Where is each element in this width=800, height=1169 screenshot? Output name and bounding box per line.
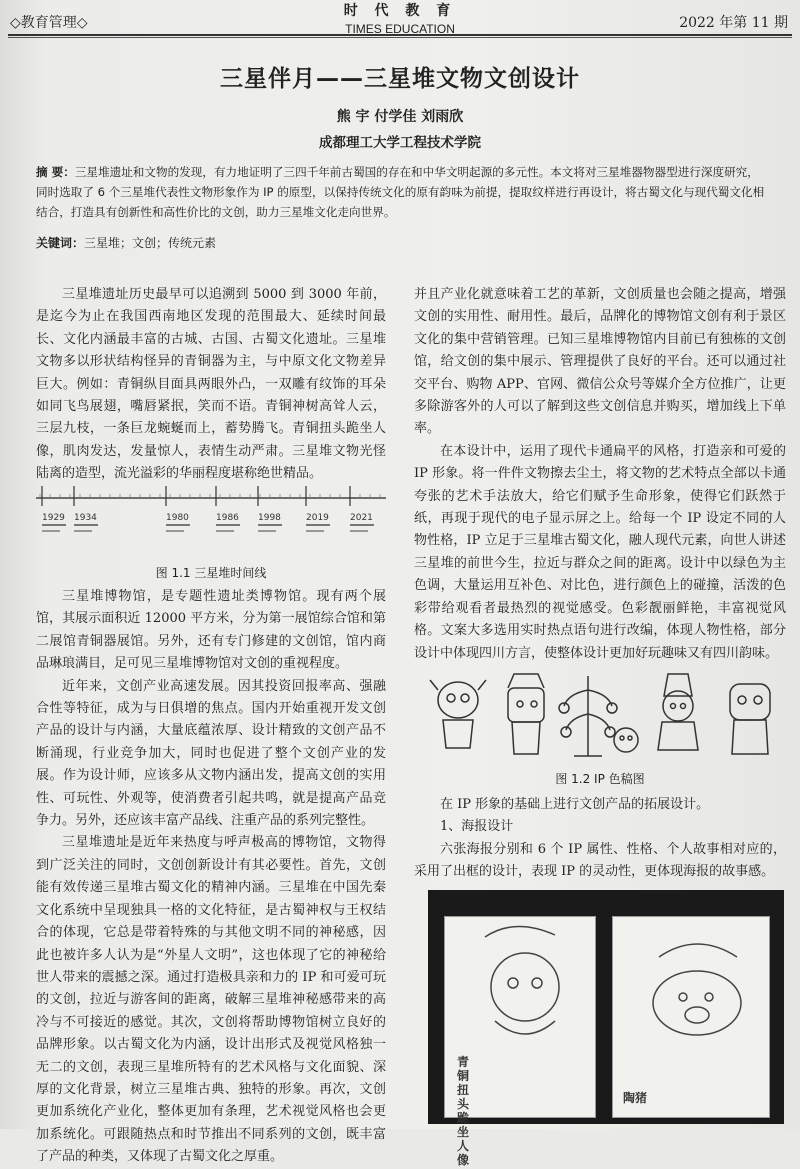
abstract-label: 摘 要： bbox=[36, 165, 75, 179]
timeline-note-line bbox=[216, 524, 240, 526]
paragraph: 在本设计中，运用了现代卡通扁平的风格，打造亲和可爱的 IP 形象。将一件件文物擦去尘土，将文物的艺术特点全部以卡通夸张的艺术手法放大，给它们赋予生命形象，使得它们跃然于纸，再现于现代的电子显示屏之上。给每一个 IP 设定不同的人物性格，IP 立足于三星堆古蜀文化，融人现代元素，向世人讲述三星堆的前世今生，拉近与群众之间的距离。设计中以绿色为主色调，大量运用互补色、对比色，进行颜色上的碰撞，活泼的色彩带给观看者最热烈的视觉感受。色彩靓丽鲜艳，丰富视觉风格。文案大多选用实时热点语句进行改编，体现人物性格，部分设计中体现四川方言，使整体设计更加好玩趣味又有四川韵味。 bbox=[414, 443, 786, 661]
ip-character-1 bbox=[430, 680, 486, 748]
timeline-year-label: 1998 bbox=[258, 513, 281, 523]
timeline-note-line bbox=[74, 530, 92, 532]
timeline-year-label: 1934 bbox=[74, 513, 97, 523]
poster-card-1 bbox=[444, 916, 596, 1167]
journal-name-en: TIMES EDUCATION bbox=[345, 22, 455, 36]
keywords-text: 三星堆；文创；传统元素 bbox=[84, 236, 217, 250]
timeline-note-line bbox=[306, 530, 324, 532]
timeline-ticks bbox=[40, 486, 380, 506]
poster-figure bbox=[428, 890, 784, 1167]
right-column-bottom bbox=[414, 794, 786, 884]
article-affiliation: 成都理工大学工程技术学院 bbox=[319, 135, 481, 151]
timeline-note-line bbox=[258, 530, 276, 532]
journal-name-cn: 时 代 教 育 bbox=[343, 3, 457, 19]
keywords-label: 关键词： bbox=[36, 236, 85, 250]
timeline-note-line bbox=[350, 530, 368, 532]
header-rule bbox=[8, 34, 792, 36]
timeline-year-label: 2019 bbox=[306, 513, 329, 523]
timeline-note-line bbox=[166, 530, 184, 532]
timeline-note-line bbox=[350, 524, 374, 526]
paragraph: 六张海报分别和 6 个 IP 属性、性格、个人故事相对应的，采用了出框的设计，表现 IP 的灵动性，更体现海报的故事感。 bbox=[414, 841, 786, 880]
poster-2-title: 陶猪 bbox=[623, 1091, 648, 1105]
article-title: 三星伴月——三星堆文物文创设计 bbox=[220, 66, 580, 92]
paragraph: 近年来，文创产业高速发展。因其投资回报率高、强融合性等特征，成为与日俱增的焦点。国内开始重视开发文创产品的设计与内涵，大量底蕴浓厚、设计精致的文创产品不断涌现，行业竞争加大，同时也促进了整个文创产业的发展。作为设计师，应该多从文物内涵出发，提高文创的实用性、可玩性、外观等，使消费者引起共鸣，就是提高产品竞争力。另外，还应该丰富产品线、注重产品的系列完整性。 bbox=[36, 678, 386, 829]
section-label: ◇教育管理◇ bbox=[10, 15, 88, 31]
figure1-caption: 图 1.1 三星堆时间线 bbox=[155, 566, 267, 580]
paragraph: 在 IP 形象的基础上进行文创产品的拓展设计。 bbox=[440, 797, 710, 812]
ip-character-2 bbox=[508, 674, 544, 754]
timeline-year-label: 1986 bbox=[216, 513, 239, 523]
ip-character-5 bbox=[658, 674, 698, 750]
ip-color-figure bbox=[428, 670, 790, 766]
paragraph: 三星堆遗址历史最早可以追溯到 5000 到 3000 年前，是迄今为止在我国西南地区发现的范围最大、延续时间最长、文化内涵最丰富的古城、古国、古蜀文化遗址。三星堆文物多以形状结构怪异的青铜器为主，与中原文化文物差异巨大。例如：青铜纵目面具两眼外凸，一双雕有纹饰的耳朵如同飞鸟展翅，嘴唇紧抿，笑而不语。青铜神树高耸人云，三层九枝，一条巨龙蜿蜒而上，蓄势腾飞。青铜扭头跪坐人像，肌肉发达，发量惊人，表情生动严肃。三星堆文物光怪陆离的造型，流光溢彩的华丽程度堪称绝世精品。 bbox=[36, 287, 386, 482]
timeline-year-label: 1980 bbox=[166, 513, 189, 523]
paragraph: 三星堆遗址是近年来热度与呼声极高的博物馆，文物得到广泛关注的同时，文创创新设计有其必要性。首先，文创能有效传递三星堆古蜀文化的精神内涵。三星堆在中国先秦文化系统中呈现独具一格的文化特征，是古蜀神权与王权结合的体现，它总是带着特殊的与其他文明不同的神秘感，因此也被许多人认为是“外星人文明”，这也体现了它的神秘给世人带来的震撼之深。通过打造极具亲和力的 IP 和可爱可玩的文创，拉近与游客间的距离，破解三星堆神秘感带来的高冷与不可接近的感觉。其次，文创将帮助博物馆树立良好的品牌形象。以古蜀文化为内涵，设计出形式及视觉风格独一无二的文创，表现三星堆所特有的艺术风格与文化面貌、深厚的文化背景，树立三星堆古典、独特的形象。再次，文创更加系统化产业化，整体更加有条理，艺术视觉风格也会更加系统化。可跟随热点和时节推出不同系列的文创，既丰富了产品的种类，又体现了古蜀文化之厚重。 bbox=[36, 835, 386, 1165]
timeline-note-line bbox=[306, 524, 330, 526]
ip-character-6 bbox=[730, 684, 770, 754]
ip-character-4 bbox=[614, 728, 638, 752]
abstract bbox=[36, 162, 768, 222]
figure2-caption: 图 1.2 IP 色稿图 bbox=[555, 772, 645, 786]
timeline-year-labels bbox=[42, 513, 374, 532]
timeline-note-line bbox=[42, 524, 66, 526]
journal-header bbox=[300, 0, 500, 36]
ip-character-3-tree bbox=[559, 676, 617, 756]
left-column-top bbox=[36, 284, 386, 486]
poster-card-2 bbox=[612, 916, 770, 1118]
right-column-top bbox=[414, 284, 786, 665]
paragraph: 三星堆博物馆，是专题性遗址类博物馆。现有两个展馆，其展示面积近 12000 平方米，分为第一展馆综合馆和第二展馆青铜器展馆。另外，还有专门修建的文创馆，馆内商品琳琅满目，足可见三星堆博物馆对文创的重视程度。 bbox=[36, 589, 386, 672]
timeline-note-line bbox=[74, 524, 98, 526]
poster-2-illustration bbox=[613, 917, 769, 1117]
issue-label: 2022 年第 11 期 bbox=[679, 15, 788, 31]
timeline-year-label: 1929 bbox=[42, 513, 65, 523]
paragraph: 并且产业化就意味着工艺的革新，文创质量也会随之提高，增强文创的实用性、耐用性。最后，品牌化的博物馆文创有利于景区文化的集中营销管理。已知三星堆博物馆内目前已有独栋的文创馆，给文创的集中展示、管理提供了良好的平台。还可以通过社交平台、购物 APP、官网、微信公众号等媒介全方位推广，让更多除游客外的人可以了解到这些文创信息并购买，增加线上下单率。 bbox=[414, 287, 786, 437]
section-heading: 1、海报设计 bbox=[440, 819, 514, 835]
timeline-year-label: 2021 bbox=[350, 513, 373, 523]
timeline-note-line bbox=[216, 530, 234, 532]
left-column-bottom bbox=[36, 586, 386, 1169]
keywords bbox=[36, 234, 216, 251]
timeline-note-line bbox=[166, 524, 190, 526]
timeline-figure bbox=[36, 476, 386, 552]
header-rule-thin bbox=[8, 37, 792, 38]
timeline-note-line bbox=[258, 524, 282, 526]
abstract-text: 三星堆遗址和文物的发现，有力地证明了三四千年前古蜀国的存在和中华文明起源的多元性。本文将对三星堆器物器型进行深度研究，同时选取了 6 个三星堆代表性文物形象作为 IP 的原型，以保持传统文化的原有韵味为前提，提取纹样进行再设计，将古蜀文化与现代蜀文化相结合，打造具有创新性和高性价比的文创，助力三星堆文化走向世界。 bbox=[36, 165, 765, 219]
timeline-note-line bbox=[42, 530, 60, 532]
article-authors: 熊 宇 付学佳 刘雨欣 bbox=[336, 109, 464, 125]
poster-1-title: 青铜扭头跪坐人像 bbox=[457, 1055, 470, 1167]
